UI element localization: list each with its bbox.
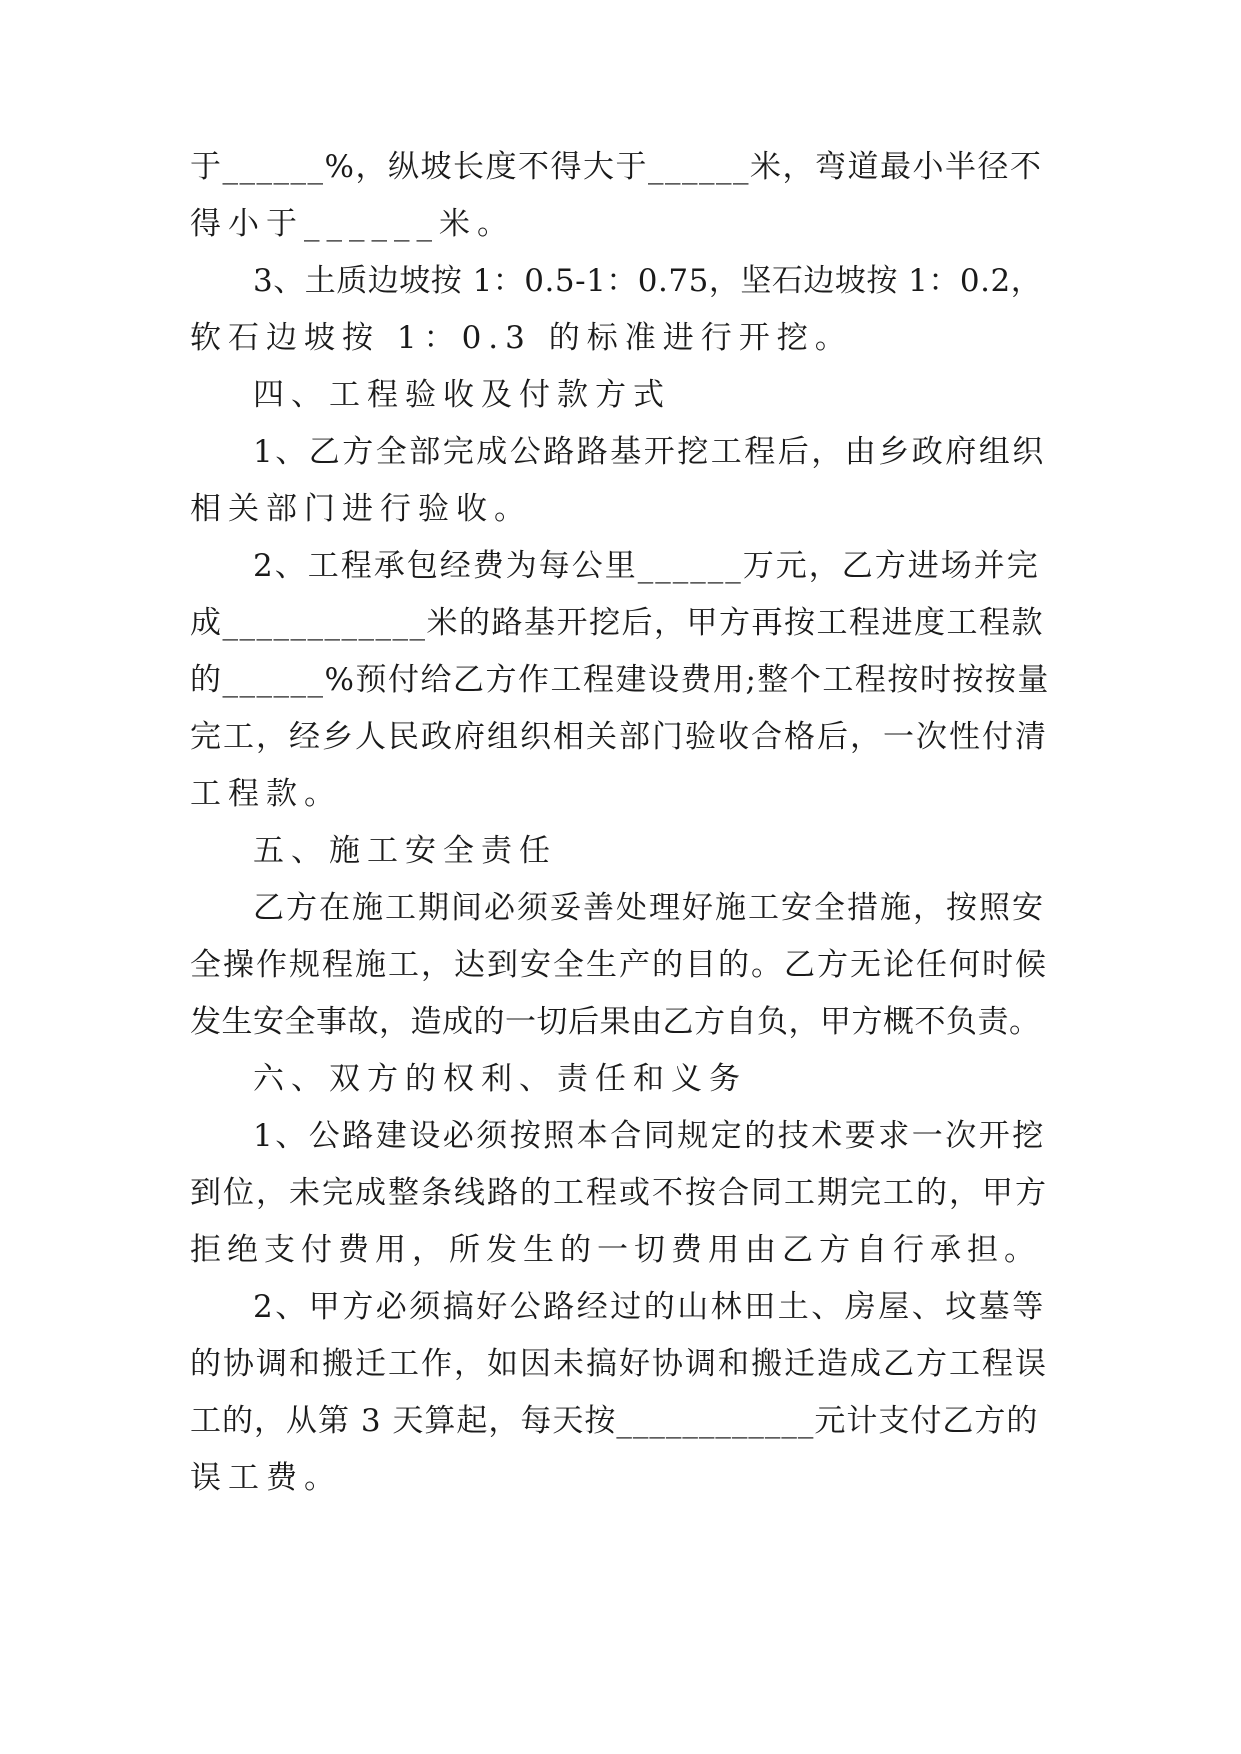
text-line: 完工，经乡人民政府组织相关部门验收合格后，一次性付清 bbox=[190, 719, 1048, 755]
text-line: 2、工程承包经费为每公里______万元，乙方进场并完 bbox=[253, 548, 1040, 584]
text-line: 相关部门进行验收。 bbox=[190, 491, 532, 527]
text-line: 3、土质边坡按 1：0.5-1：0.75，坚石边坡按 1：0.2， bbox=[253, 263, 1043, 299]
text-line: 得小于______米。 bbox=[190, 206, 515, 242]
text-line: 工的，从第 3 天算起，每天按____________元计支付乙方的 bbox=[190, 1403, 1039, 1439]
text-line: 工程款。 bbox=[190, 776, 342, 812]
text-line: 误工费。 bbox=[190, 1460, 342, 1496]
text-line: 拒绝支付费用，所发生的一切费用由乙方自行承担。 bbox=[190, 1232, 1041, 1268]
text-line: 2、甲方必须搞好公路经过的山林田土、房屋、坟墓等 bbox=[253, 1289, 1046, 1325]
text-line: 的协调和搬迁工作，如因未搞好协调和搬迁造成乙方工程误 bbox=[190, 1346, 1048, 1382]
section-heading: 六、双方的权利、责任和义务 bbox=[253, 1061, 747, 1097]
text-line: 到位，未完成整条线路的工程或不按合同工期完工的，甲方 bbox=[190, 1175, 1048, 1211]
text-line: 1、乙方全部完成公路路基开挖工程后，由乡政府组织 bbox=[253, 434, 1046, 470]
text-line: 于______%，纵坡长度不得大于______米，弯道最小半径不 bbox=[190, 149, 1043, 185]
text-line: 的______%预付给乙方作工程建设费用;整个工程按时按按量 bbox=[190, 662, 1050, 698]
text-line: 成____________米的路基开挖后，甲方再按工程进度工程款 bbox=[190, 605, 1044, 641]
section-heading: 四、工程验收及付款方式 bbox=[253, 377, 671, 413]
text-line: 乙方在施工期间必须妥善处理好施工安全措施，按照安 bbox=[253, 890, 1045, 926]
text-line: 发生安全事故，造成的一切后果由乙方自负，甲方概不负责。 bbox=[190, 1004, 1041, 1040]
text-line: 全操作规程施工，达到安全生产的目的。乙方无论任何时候 bbox=[190, 947, 1048, 983]
section-heading: 五、施工安全责任 bbox=[253, 833, 557, 869]
text-line: 软石边坡按 1：0.3 的标准进行开挖。 bbox=[190, 320, 853, 356]
text-line: 1、公路建设必须按照本合同规定的技术要求一次开挖 bbox=[253, 1118, 1046, 1154]
